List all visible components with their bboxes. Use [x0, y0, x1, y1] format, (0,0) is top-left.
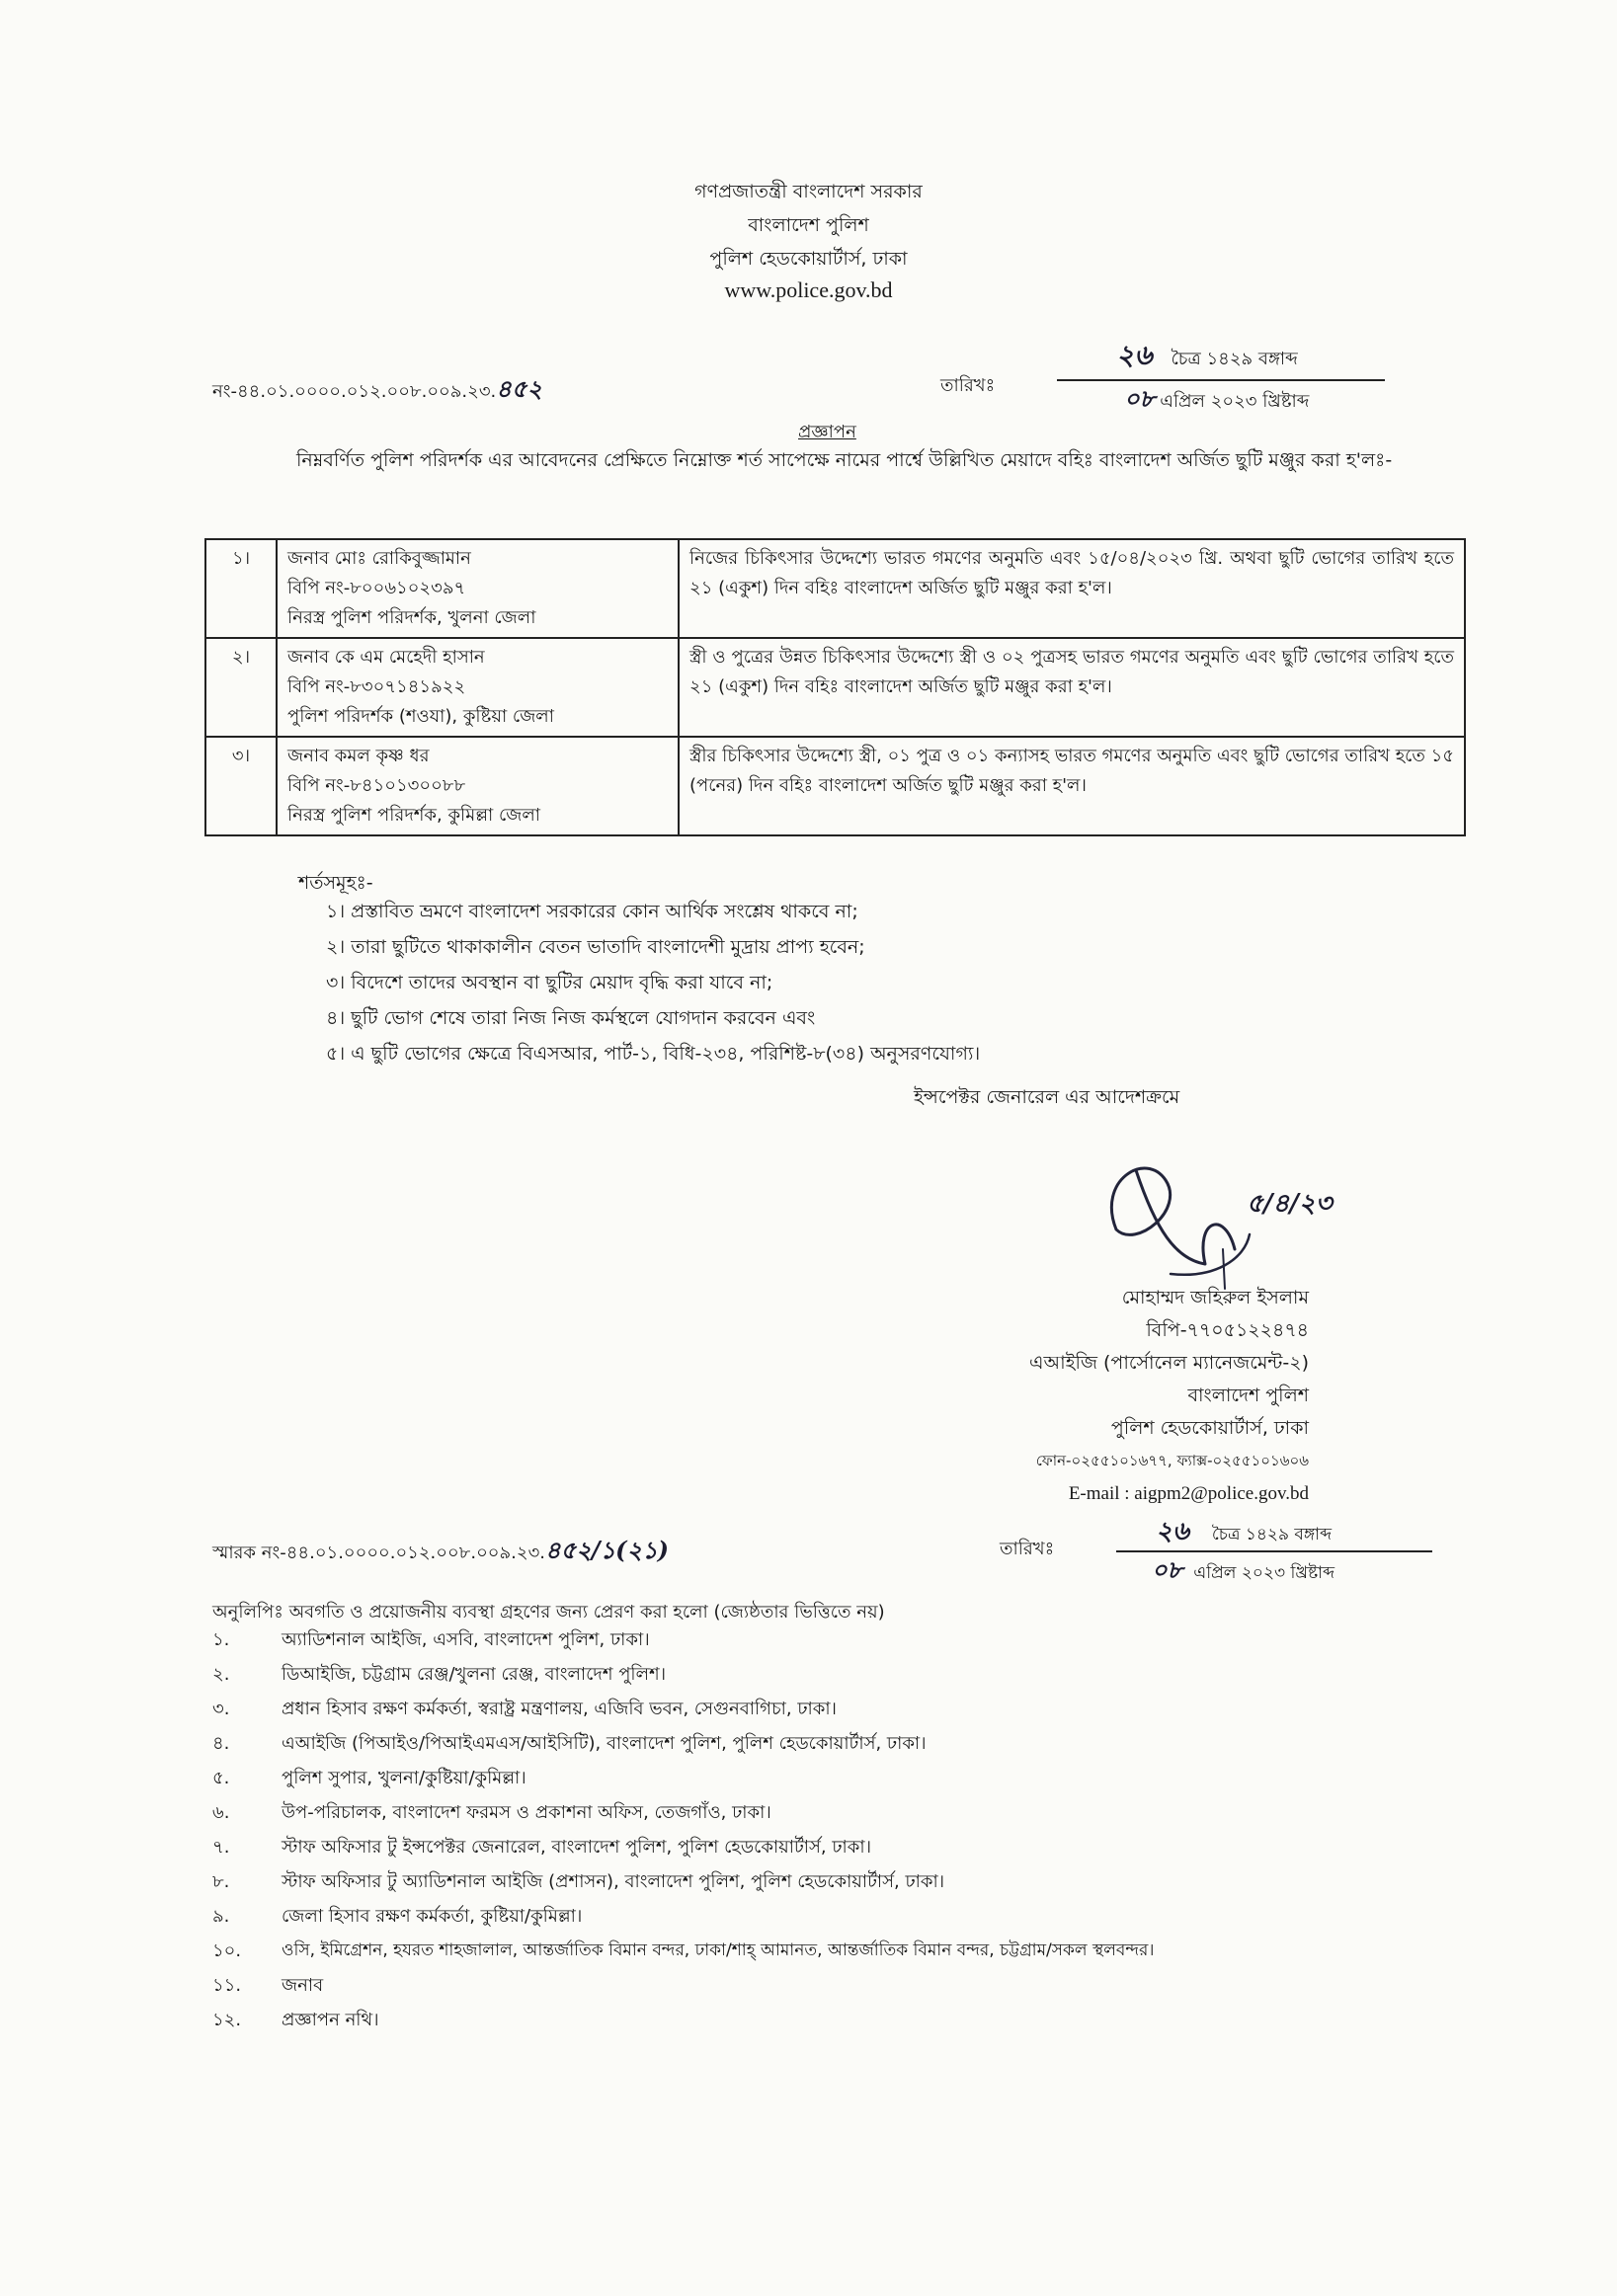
memo2-number-prefix: স্মারক নং-৪৪.০১.০০০০.০১২.০০৮.০০৯.২৩. — [212, 1543, 546, 1563]
cc-number: ৮. — [212, 1871, 230, 1892]
notice-intro: নিম্নবর্ণিত পুলিশ পরিদর্শক এর আবেদনের প্রেক্ষিতে নিম্নোক্ত শর্ত সাপেক্ষে নামের পার্শ্বে উল্লিখিত মেয়াদে বহিঃ বাংলাদেশ অর্জিত ছুটি মঞ্জুর করা হ'লঃ- — [296, 449, 1393, 471]
cc-number: ৯. — [212, 1906, 230, 1927]
cc-text: এআইজি (পিআইও/পিআইএমএস/আইসিটি), বাংলাদেশ পুলিশ, পুলিশ হেডকোয়ার্টার্স, ঢাকা। — [282, 1733, 927, 1754]
signatory-email: E-mail : aigpm2@police.gov.bd — [1068, 1483, 1309, 1504]
list-item — [212, 1830, 1477, 1864]
memo2-date-block — [1116, 1511, 1432, 1584]
list-item — [212, 1795, 1477, 1830]
cc-number: ৩. — [212, 1699, 230, 1719]
memo-number-prefix: নং-৪৪.০১.০০০০.০১২.০০৮.০০৯.২৩. — [212, 381, 497, 402]
memo-number-hand: ৪৫২ — [496, 374, 543, 403]
list-item — [212, 2003, 1477, 2037]
cc-number: ১১. — [212, 1975, 242, 1996]
list-item — [212, 1968, 1477, 2003]
date-bangla — [1116, 334, 1298, 380]
row-officer — [277, 638, 679, 737]
date-eng — [1124, 381, 1309, 421]
officer-post: পুলিশ পরিদর্শক (শওযা), কুষ্টিয়া জেলা — [287, 706, 554, 727]
signatory-block — [1029, 1282, 1309, 1510]
conditions-list — [326, 894, 980, 1071]
cc-number: ৪. — [212, 1733, 230, 1754]
officer-name: জনাব কমল কৃষ্ণ ধর — [287, 746, 430, 766]
cc-number: ১০. — [212, 1940, 242, 1961]
cc-text: ডিআইজি, চট্টগ্রাম রেঞ্জ/খুলনা রেঞ্জ, বাংলাদেশ পুলিশ। — [282, 1664, 667, 1685]
cc-number: ১২. — [212, 2010, 242, 2030]
cc-text: স্টাফ অফিসার টু ইন্সপেক্টর জেনারেল, বাংলাদেশ পুলিশ, পুলিশ হেডকোয়ার্টার্স, ঢাকা। — [282, 1837, 872, 1858]
row-detail: নিজের চিকিৎসার উদ্দেশ্যে ভারত গমণের অনুমতি এবং ১৫/০৪/২০২৩ খ্রি. অথবা ছুটি ভোগের তারিখ হতে ২১ (একুশ) দিন বহিঃ বাংলাদেশ অর্জিত ছুটি মঞ্জুর করা হ'ল। — [679, 539, 1465, 638]
copy-to-intro: অনুলিপিঃ অবগতি ও প্রয়োজনীয় ব্যবস্থা গ্রহণের জন্য প্রেরণ করা হলো (জ্যেষ্ঠতার ভিত্তিতে নয়) — [212, 1602, 885, 1623]
list-item — [212, 1692, 1477, 1726]
table-row — [205, 638, 1465, 737]
header-govt: গণপ্রজাতন্ত্রী বাংলাদেশ সরকার — [694, 181, 923, 202]
officer-post: নিরস্ত্র পুলিশ পরিদর্শক, কুমিল্লা জেলা — [287, 805, 540, 826]
row-detail: স্ত্রীর চিকিৎসার উদ্দেশ্যে স্ত্রী, ০১ পুত্র ও ০১ কন্যাসহ ভারত গমণের অনুমতি এবং ছুটি ভোগের তারিখ হতে ১৫ (পনের) দিন বহিঃ বাংলাদেশ অর্জিত ছুটি মঞ্জুর করা হ'ল। — [679, 737, 1465, 835]
officer-bp: বিপি নং-৮০০৬১০২৩৯৭ — [287, 578, 466, 598]
row-officer — [277, 737, 679, 835]
memo2-date-eng-rest: এপ্রিল ২০২৩ খ্রিষ্টাব্দ — [1193, 1563, 1335, 1583]
memo2-number-hand: ৪৫২/১(২১) — [545, 1536, 669, 1564]
cc-text: ওসি, ইমিগ্রেশন, হযরত শাহজালাল, আন্তর্জাতিক বিমান বন্দর, ঢাকা/শাহ্ আমানত, আন্তর্জাতিক বিমান বন্দর, চট্টগ্রাম/সকল স্থলবন্দর। — [282, 1940, 1155, 1960]
list-item — [212, 1934, 1477, 1968]
memo2-date-bangla-day: ২৬ — [1156, 1517, 1189, 1546]
signatory-designation: এআইজি (পার্সোনেল ম্যানেজমেন্ট-২) — [1029, 1352, 1309, 1374]
memo2-date-eng-day: ০৮ — [1152, 1555, 1183, 1584]
signature-date: ৫/৪/২৩ — [1247, 1189, 1333, 1219]
signatory-name: মোহাম্মদ জহিরুল ইসলাম — [1121, 1287, 1309, 1308]
condition-item: ৩। বিদেশে তাদের অবস্থান বা ছুটির মেয়াদ বৃদ্ধি করা যাবে না; — [326, 972, 773, 993]
cc-number: ৫. — [212, 1768, 230, 1788]
leave-table — [204, 538, 1466, 836]
list-item — [212, 1761, 1477, 1795]
cc-text: স্টাফ অফিসার টু অ্যাডিশনাল আইজি (প্রশাসন), বাংলাদেশ পুলিশ, পুলিশ হেডকোয়ার্টার্স, ঢাকা। — [282, 1871, 945, 1892]
list-item — [212, 1623, 1477, 1657]
officer-post: নিরস্ত্র পুলিশ পরিদর্শক, খুলনা জেলা — [287, 607, 536, 628]
condition-item: ৫। এ ছুটি ভোগের ক্ষেত্রে বিএসআর, পার্ট-১, বিধি-২৩৪, পরিশিষ্ট-৮(৩৪) অনুসরণযোগ্য। — [326, 1043, 981, 1065]
order-line: ইন্সপেক্টর জেনারেল এর আদেশক্রমে — [914, 1086, 1180, 1108]
cc-number: ২. — [212, 1664, 230, 1685]
signatory-bp: বিপি-৭৭০৫১২২৪৭৪ — [1146, 1319, 1309, 1341]
cc-text: জনাব — [282, 1975, 324, 1996]
condition-item: ২। তারা ছুটিতে থাকাকালীন বেতন ভাতাদি বাংলাদেশী মুদ্রায় প্রাপ্য হবেন; — [326, 936, 865, 958]
cc-text: উপ-পরিচালক, বাংলাদেশ ফরমস ও প্রকাশনা অফিস, তেজগাঁও, ঢাকা। — [282, 1802, 771, 1823]
cc-number: ৬. — [212, 1802, 230, 1823]
memo2-number — [212, 1533, 669, 1572]
officer-name: জনাব কে এম মেহেদী হাসান — [287, 647, 485, 668]
row-serial: ১। — [205, 539, 277, 638]
row-serial: ২। — [205, 638, 277, 737]
cc-text: পুলিশ সুপার, খুলনা/কুষ্টিয়া/কুমিল্লা। — [282, 1768, 526, 1788]
signatory-office: পুলিশ হেডকোয়ার্টার্স, ঢাকা — [1110, 1417, 1309, 1439]
date-block — [1057, 334, 1385, 413]
signatory-phone: ফোন-০২৫৫১০১৬৭৭, ফ্যাক্স-০২৫৫১০১৬০৬ — [1035, 1452, 1309, 1469]
memo2-date-label: তারিখঃ — [1000, 1539, 1055, 1559]
copy-to-list — [212, 1623, 1477, 2037]
list-item — [212, 1864, 1477, 1899]
header-dept: বাংলাদেশ পুলিশ — [748, 214, 869, 236]
row-detail: স্ত্রী ও পুত্রের উন্নত চিকিৎসার উদ্দেশ্যে স্ত্রী ও ০২ পুত্রসহ ভারত গমণের অনুমতি এবং ছুটি ভোগের তারিখ হতে ২১ (একুশ) দিন বহিঃ বাংলাদেশ অর্জিত ছুটি মঞ্জুর করা হ'ল। — [679, 638, 1465, 737]
cc-text: জেলা হিসাব রক্ষণ কর্মকর্তা, কুষ্টিয়া/কুমিল্লা। — [282, 1906, 583, 1927]
date-eng-day: ০৮ — [1124, 384, 1156, 413]
header-website: www.police.gov.bd — [724, 277, 893, 302]
list-item — [212, 1657, 1477, 1692]
date-eng-rest: এপ্রিল ২০২৩ খ্রিষ্টাব্দ — [1160, 391, 1310, 412]
cc-text: প্রধান হিসাব রক্ষণ কর্মকর্তা, স্বরাষ্ট্র মন্ত্রণালয়, এজিবি ভবন, সেগুনবাগিচা, ঢাকা। — [282, 1699, 837, 1719]
conditions-title: শর্তসমূহঃ- — [298, 872, 373, 894]
row-serial: ৩। — [205, 737, 277, 835]
memo2-date-bangla-rest: চৈত্র ১৪২৯ বঙ্গাব্দ — [1211, 1525, 1333, 1544]
date-label: তারিখঃ — [940, 375, 996, 396]
list-item — [212, 1726, 1477, 1761]
table-row — [205, 737, 1465, 835]
date-bangla-day: ২৬ — [1116, 339, 1153, 371]
condition-item: ৪। ছুটি ভোগ শেষে তারা নিজ নিজ কর্মস্থলে যোগদান করবেন এবং — [326, 1007, 816, 1029]
cc-number: ১. — [212, 1629, 230, 1650]
cc-text: প্রজ্ঞাপন নথি। — [282, 2010, 379, 2030]
date-bangla-rest: চৈত্র ১৪২৯ বঙ্গাব্দ — [1171, 349, 1298, 369]
signatory-dept: বাংলাদেশ পুলিশ — [1187, 1385, 1309, 1406]
cc-number: ৭. — [212, 1837, 230, 1858]
row-officer — [277, 539, 679, 638]
officer-bp: বিপি নং-৮৪১০১৩০০৮৮ — [287, 775, 466, 796]
memo2-date-bangla — [1156, 1511, 1332, 1554]
condition-item: ১। প্রস্তাবিত ভ্রমণে বাংলাদেশ সরকারের কোন আর্থিক সংশ্লেষ থাকবে না; — [326, 901, 858, 922]
header-office: পুলিশ হেডকোয়ার্টার্স, ঢাকা — [709, 248, 908, 270]
memo2-date-eng — [1152, 1552, 1334, 1592]
officer-name: জনাব মোঃ রোকিবুজ্জামান — [287, 548, 471, 569]
list-item — [212, 1899, 1477, 1934]
officer-bp: বিপি নং-৮৩০৭১৪১৯২২ — [287, 676, 466, 697]
leave-table-body — [205, 539, 1465, 835]
notice-title: প্রজ্ঞাপন — [798, 422, 856, 442]
table-row — [205, 539, 1465, 638]
memo-number — [212, 371, 542, 411]
cc-text: অ্যাডিশনাল আইজি, এসবি, বাংলাদেশ পুলিশ, ঢাকা। — [282, 1629, 650, 1650]
